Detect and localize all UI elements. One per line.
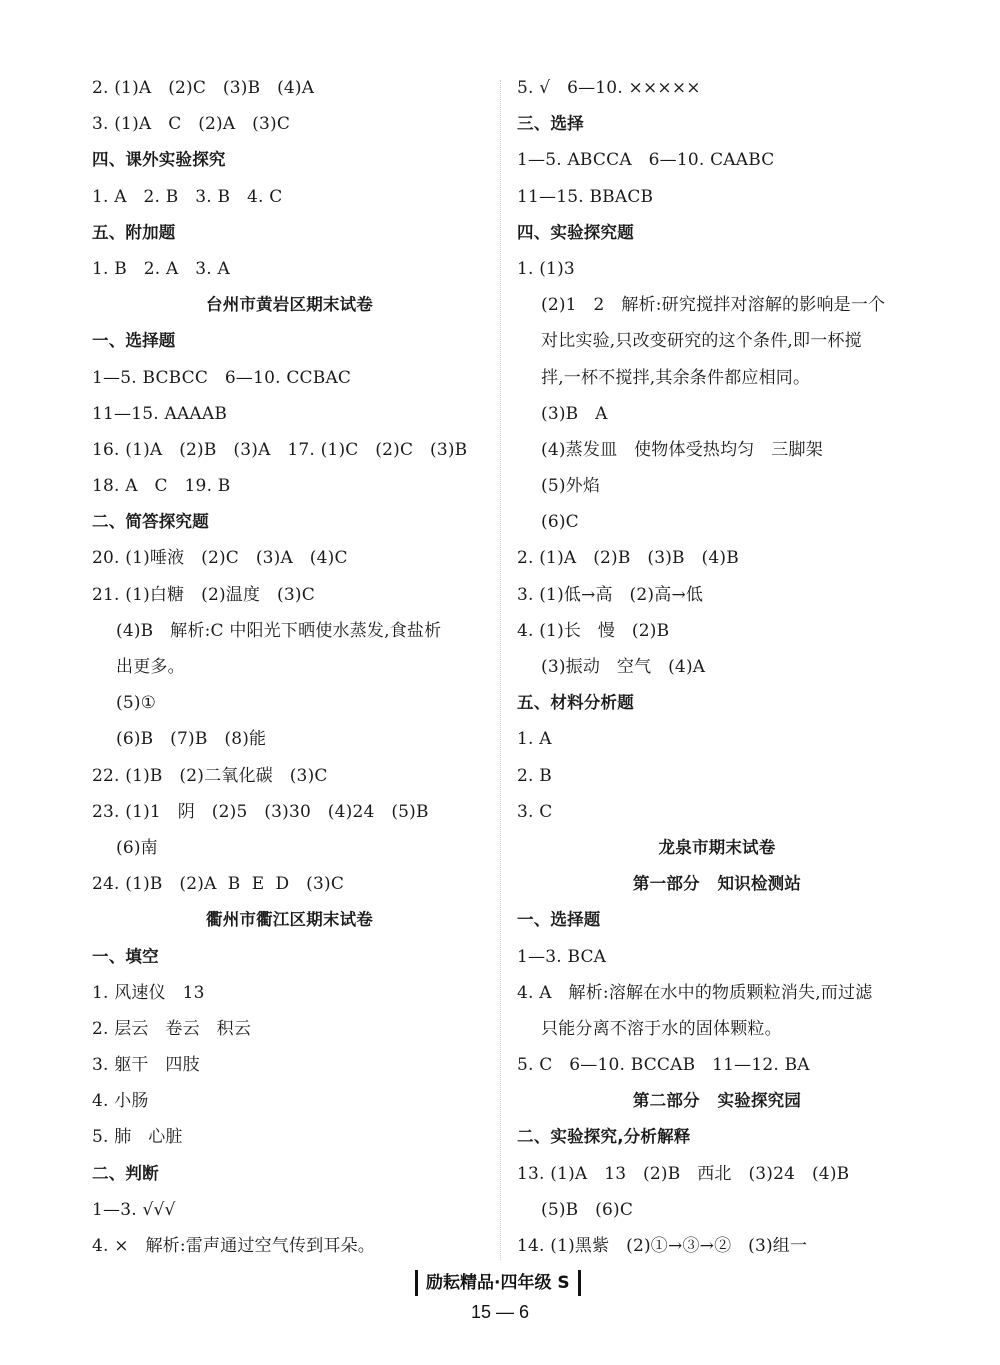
answer-line: 5. 肺 心脏 <box>92 1127 183 1148</box>
answer-line: 16. (1)A (2)B (3)A 17. (1)C (2)C (3)B <box>92 439 468 460</box>
answer-line: (6)C <box>541 512 579 533</box>
answer-line: (4)B 解析:C 中阳光下晒使水蒸发,食盐析 <box>116 620 442 641</box>
answer-line: 对比实验,只改变研究的这个条件,即一杯搅 <box>541 331 862 352</box>
answer-line: 只能分离不溶于水的固体颗粒。 <box>541 1018 782 1039</box>
section-heading: 四、课外实验探究 <box>92 150 226 170</box>
answer-line: 1. A <box>517 729 552 750</box>
section-heading: 一、选择题 <box>517 910 601 930</box>
answer-line: 21. (1)白糖 (2)温度 (3)C <box>92 584 315 605</box>
answer-line: 2. (1)A (2)B (3)B (4)B <box>517 548 739 569</box>
answer-line: 1. 风速仪 13 <box>92 982 205 1003</box>
answer-line: (6)B (7)B (8)能 <box>116 729 267 750</box>
answer-line: 1—5. ABCCA 6—10. CAABC <box>517 150 775 171</box>
answer-line: 1—3. BCA <box>517 946 607 967</box>
answer-line: (4)蒸发皿 使物体受热均匀 三脚架 <box>541 439 823 460</box>
answer-line: 4. (1)长 慢 (2)B <box>517 620 670 641</box>
answer-line: 20. (1)唾液 (2)C (3)A (4)C <box>92 548 348 569</box>
answer-line: 1—3. √√√ <box>92 1199 176 1220</box>
section-heading: 台州市黄岩区期末试卷 <box>206 295 373 315</box>
section-heading: 二、简答探究题 <box>92 512 209 532</box>
answer-line: 1—5. BCBCC 6—10. CCBAC <box>92 367 352 388</box>
answer-line: 4. 小肠 <box>92 1091 149 1112</box>
page-number: 15 — 6 <box>470 1302 530 1322</box>
answer-line: (3)B A <box>541 403 608 424</box>
section-heading: 衢州市衢江区期末试卷 <box>206 910 373 930</box>
section-heading: 五、附加题 <box>92 222 176 242</box>
answer-line: 24. (1)B (2)A B E D (3)C <box>92 874 345 895</box>
section-heading: 龙泉市期末试卷 <box>658 837 776 857</box>
answer-line: 11—15. AAAAB <box>92 403 228 424</box>
answer-line: 1. A 2. B 3. B 4. C <box>92 186 283 207</box>
section-heading: 三、选择 <box>517 114 584 134</box>
answer-line: 拌,一杯不搅拌,其余条件都应相同。 <box>541 367 811 388</box>
answer-line: (5)B (6)C <box>541 1199 634 1220</box>
answer-line: 3. (1)A C (2)A (3)C <box>92 114 291 135</box>
answer-line: (5)① <box>116 693 157 714</box>
answer-line: 4. A 解析:溶解在水中的物质颗粒消失,而过滤 <box>517 982 873 1003</box>
answer-line: (3)振动 空气 (4)A <box>541 657 706 677</box>
answer-line: 1. B 2. A 3. A <box>92 258 230 279</box>
answer-line: 1. (1)3 <box>517 258 575 279</box>
answer-line: 2. (1)A (2)C (3)B (4)A <box>92 78 315 98</box>
answer-line: 5. C 6—10. BCCAB 11—12. BA <box>517 1055 810 1076</box>
answer-line: 3. C <box>517 801 553 822</box>
answer-line: 18. A C 19. B <box>92 476 231 497</box>
right-column <box>517 70 917 1264</box>
answer-line: (2)1 2 解析:研究搅拌对溶解的影响是一个 <box>541 295 886 316</box>
answer-line: 3. 躯干 四肢 <box>92 1055 200 1076</box>
section-heading: 五、材料分析题 <box>517 693 634 713</box>
answer-line: 2. B <box>517 765 552 786</box>
section-heading: 第一部分 知识检测站 <box>632 874 802 894</box>
footer-brand: 励耘精品·四年级 S <box>415 1270 581 1296</box>
answer-line: 出更多。 <box>116 657 185 677</box>
column-divider <box>500 80 501 1260</box>
section-heading: 二、实验探究,分析解释 <box>517 1127 691 1147</box>
answer-line: 11—15. BBACB <box>517 186 654 207</box>
answer-line: 23. (1)1 阴 (2)5 (3)30 (4)24 (5)B <box>92 801 429 822</box>
answer-line: 3. (1)低→高 (2)高→低 <box>517 584 704 605</box>
section-heading: 二、判断 <box>92 1163 159 1183</box>
answer-line: (5)外焰 <box>541 476 601 497</box>
answer-line: 14. (1)黑紫 (2)①→③→② (3)组一 <box>517 1236 808 1256</box>
answer-line: 2. 层云 卷云 积云 <box>92 1018 252 1039</box>
answer-line: 5. √ 6—10. ××××× <box>517 78 701 98</box>
answer-line: 4. × 解析:雷声通过空气传到耳朵。 <box>92 1236 376 1256</box>
section-heading: 一、选择题 <box>92 331 176 351</box>
section-heading: 一、填空 <box>92 946 159 966</box>
left-column <box>92 70 487 1264</box>
answer-line: (6)南 <box>116 837 158 858</box>
section-heading: 第二部分 实验探究园 <box>632 1091 802 1111</box>
answer-line: 22. (1)B (2)二氧化碳 (3)C <box>92 765 328 786</box>
answer-line: 13. (1)A 13 (2)B 西北 (3)24 (4)B <box>517 1163 850 1184</box>
section-heading: 四、实验探究题 <box>517 222 634 242</box>
